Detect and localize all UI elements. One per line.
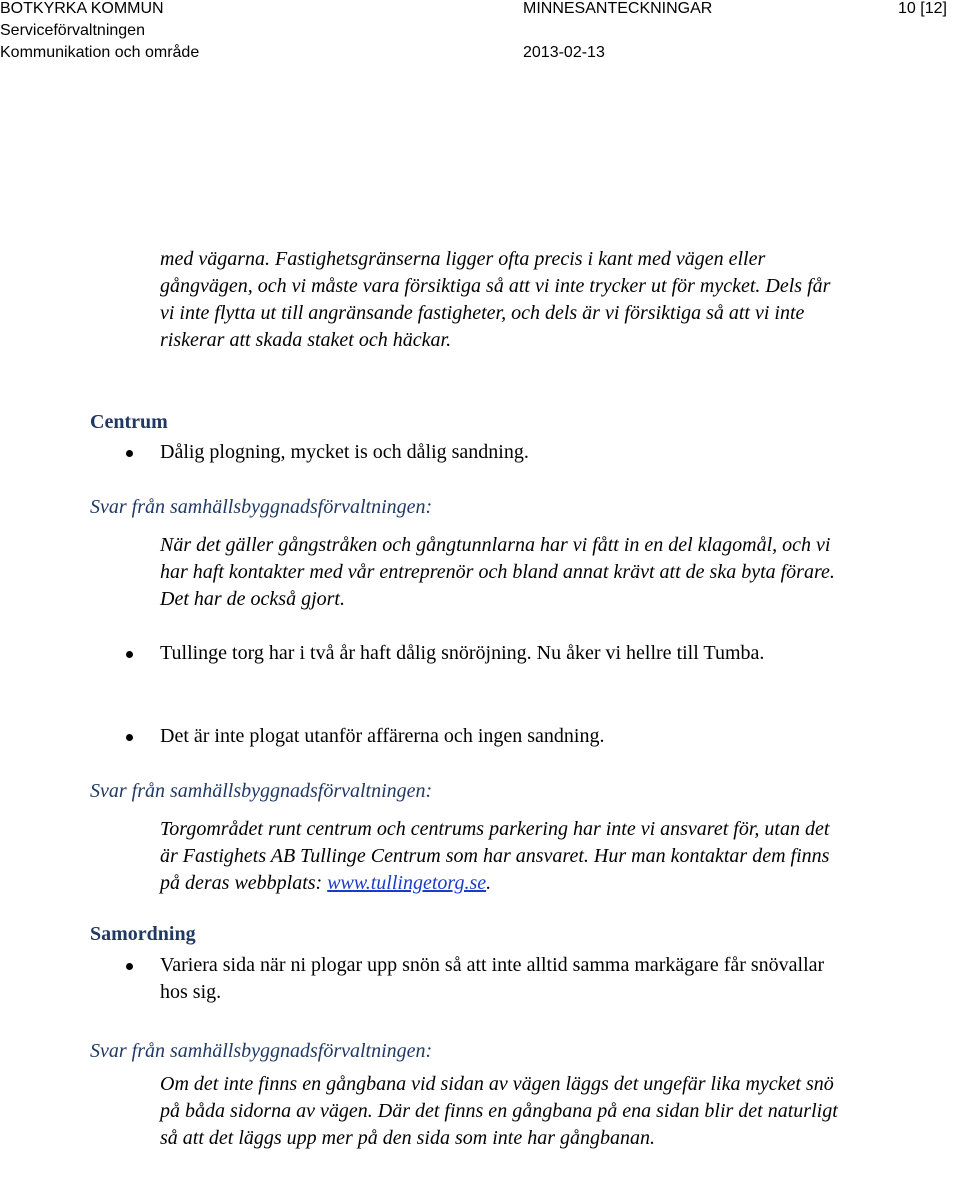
response-label: Svar från samhällsbyggnadsförvaltningen: [90,780,433,802]
response-text [160,816,840,897]
department: Serviceförvaltningen [0,22,145,39]
bullet-icon [126,963,133,970]
page-number: 10 [12] [898,0,947,17]
list-item [160,723,840,750]
bullet-icon [126,450,133,457]
response-text: När det gäller gångstråken och gångtunnlarna har vi fått in en del klagomål, och vi har haft kontakter med vår entreprenör och bland annat krävt att de ska byta förare. Det har de också gjort. [160,534,835,610]
intro-paragraph: med vägarna. Fastighetsgränserna ligger ofta precis i kant med vägen eller gångvägen, och vi måste vara försiktiga så att vi inte trycker ut för mycket. Dels får vi inte flytta ut till angränsande fastigheter, och dels är vi försiktiga så att vi inte riskerar att skada staket och häckar. [160,248,831,351]
response-label: Svar från samhällsbyggnadsförvaltningen: [90,1040,433,1062]
list-item [160,439,840,466]
response-text-body: Torgområdet runt centrum och centrums parkering har inte vi ansvaret för, utan det är Fastighets AB Tullinge Centrum som har ansvaret. Hur man kontaktar dem finns på deras webbplats: [160,818,830,894]
section-heading-centrum: Centrum [90,411,168,433]
org-name: BOTKYRKA KOMMUN [0,0,164,17]
list-item-text: Det är inte plogat utanför affärerna och ingen sandning. [160,725,605,747]
list-item-text: Variera sida när ni plogar upp snön så att inte alltid samma markägare får snövallar hos sig. [160,954,825,1003]
list-item [160,640,840,667]
website-link[interactable]: www.tullingetorg.se [327,872,487,894]
response-text: Om det inte finns en gångbana vid sidan av vägen läggs det ungefär lika mycket snö på båda sidorna av vägen. Där det finns en gångbana på ena sidan blir det naturligt så att det läggs upp mer på den sida som inte har gångbanan. [160,1073,838,1149]
bullet-icon [126,651,133,658]
document-date: 2013-02-13 [523,44,605,61]
section-heading-samordning: Samordning [90,923,196,945]
bullet-icon [126,734,133,741]
list-item [160,952,840,1006]
list-item-text: Dålig plogning, mycket is och dålig sandning. [160,441,529,463]
response-label: Svar från samhällsbyggnadsförvaltningen: [90,496,433,518]
unit: Kommunikation och område [0,44,200,61]
sentence-end: . [486,872,492,894]
document-type: MINNESANTECKNINGAR [523,0,713,17]
list-item-text: Tullinge torg har i två år haft dålig snöröjning. Nu åker vi hellre till Tumba. [160,642,765,664]
